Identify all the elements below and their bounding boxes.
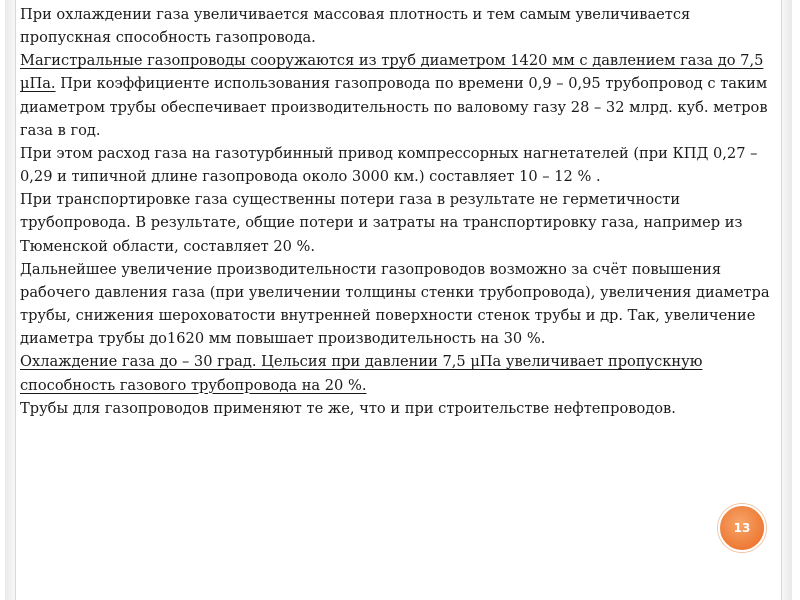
left-frame-line	[15, 0, 16, 600]
slide-body-text	[20, 3, 780, 420]
paragraph-capacity-increase: Дальнейшее увеличение производительности газопроводов возможно за счёт повышения рабочего давления газа (при увеличении толщины стенки трубопровода), увеличения диаметра трубы, снижения шероховатости внутренней поверхности стенок трубы и др. Так, увеличение диаметра трубы до1620 мм повышает производительность на 30 %.	[20, 260, 770, 348]
pipeline-capacity-text: При коэффициенте использования газопровода по времени 0,9 – 0,95 трубопровод с таким диаметром трубы обеспечивает производительность по валовому газу 28 – 32 млрд. куб. метров газа в год.	[20, 75, 768, 139]
right-frame-border	[782, 0, 792, 600]
underlined-pipeline-spec: Магистральные газопроводы сооружаются из труб диаметром 1420 мм с давлением газа до 7,5 μПа.	[20, 52, 764, 93]
paragraph-gas-losses: При транспортировке газа существенны потери газа в результате не герметичности трубопровода. В результате, общие потери и затраты на транспортировку газа, например из Тюменской области, составляет 20 %.	[20, 191, 743, 255]
slide-number-badge: 13	[718, 504, 766, 552]
paragraph-gas-cooling-throughput	[20, 350, 780, 396]
paragraph-gas-cooling-density: При охлаждении газа увеличивается массовая плотность и тем самым увеличивается пропускная способность газопровода.	[20, 6, 691, 47]
paragraph-pipe-materials: Трубы для газопроводов применяют те же, что и при строительстве нефтепроводов.	[20, 399, 676, 417]
paragraph-compressor-consumption: При этом расход газа на газотурбинный привод компрессорных нагнетателей (при КПД 0,27 – 0,29 и типичной длине газопровода около 3000 км.) составляет 10 – 12 % .	[20, 144, 758, 186]
underlined-cooling-statement: Охлаждение газа до – 30 град. Цельсия при давлении 7,5 μПа увеличивает пропускную способность газового трубопровода на 20 %.	[20, 353, 703, 394]
left-frame-border	[5, 0, 15, 600]
right-frame-line	[781, 0, 782, 600]
paragraph-main-pipelines	[20, 49, 780, 142]
